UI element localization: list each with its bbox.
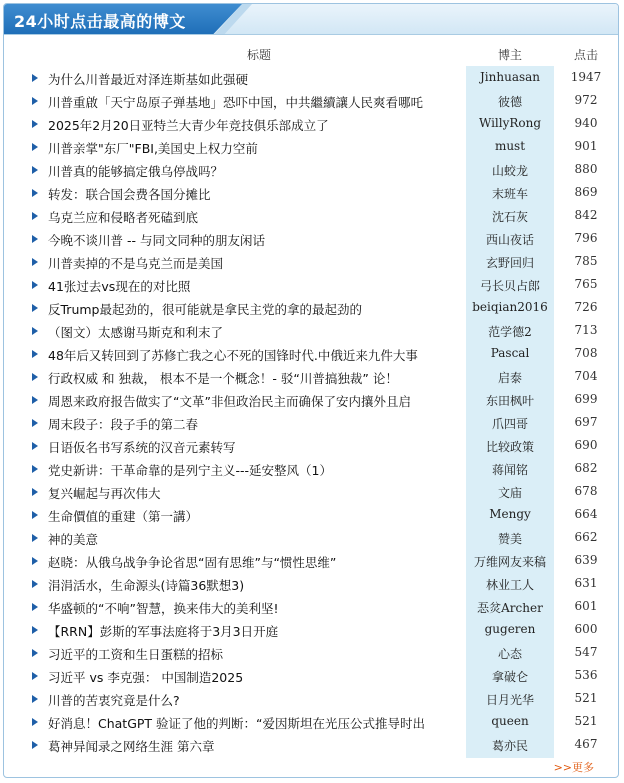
- table-row: [4, 273, 618, 296]
- click-count: 631: [574, 576, 598, 590]
- click-count: 600: [574, 622, 598, 636]
- author-link[interactable]: 日月光华: [485, 693, 534, 707]
- table-row: [4, 411, 618, 434]
- table-row: [4, 388, 618, 411]
- table-row: [4, 687, 618, 710]
- panel-title-bar: [4, 4, 618, 35]
- bullet-arrow-icon: [32, 465, 38, 473]
- author-link[interactable]: 范学德2: [488, 325, 532, 339]
- click-count: 869: [574, 185, 598, 199]
- table-row: [4, 296, 618, 319]
- author-link[interactable]: 沈石灰: [491, 210, 528, 224]
- post-list: [4, 66, 618, 756]
- panel-title: 24小时点击最高的博文: [14, 12, 186, 31]
- bullet-arrow-icon: [32, 304, 38, 312]
- author-link[interactable]: 东田枫叶: [485, 394, 534, 408]
- click-count: 880: [574, 162, 598, 176]
- post-title-link[interactable]: 神的美意: [48, 532, 99, 547]
- post-title-link[interactable]: 日语仮名书写系统的汉音元素转写: [48, 440, 236, 455]
- table-row: [4, 480, 618, 503]
- author-link[interactable]: WillyRong: [478, 116, 542, 130]
- click-count: 704: [574, 369, 598, 383]
- bullet-arrow-icon: [32, 258, 38, 266]
- author-link[interactable]: 赞美: [497, 532, 522, 546]
- top-posts-panel: [3, 3, 619, 778]
- click-count: 601: [574, 599, 598, 613]
- click-count: 726: [574, 300, 598, 314]
- author-link[interactable]: beiqian2016: [472, 300, 548, 314]
- table-row: [4, 434, 618, 457]
- click-count: 842: [574, 208, 598, 222]
- author-link[interactable]: 启泰: [497, 371, 522, 385]
- bullet-arrow-icon: [32, 649, 38, 657]
- click-count: 536: [574, 668, 598, 682]
- bullet-arrow-icon: [32, 143, 38, 151]
- bullet-arrow-icon: [32, 419, 38, 427]
- table-row: [4, 618, 618, 641]
- bullet-arrow-icon: [32, 741, 38, 749]
- bullet-arrow-icon: [32, 327, 38, 335]
- author-link[interactable]: 林业工人: [485, 578, 534, 592]
- click-count: 708: [574, 346, 598, 360]
- post-title-link[interactable]: 转发：联合国会费各国分摊比: [48, 187, 211, 202]
- table-row: [4, 733, 618, 756]
- author-link[interactable]: 葛亦民: [491, 739, 528, 753]
- click-count: 1947: [570, 70, 602, 84]
- click-count: 662: [574, 530, 598, 544]
- table-row: [4, 227, 618, 250]
- bullet-arrow-icon: [32, 189, 38, 197]
- post-title-link[interactable]: 习近平 vs 李克强： 中国制造2025: [48, 670, 244, 685]
- bullet-arrow-icon: [32, 281, 38, 289]
- post-title-link[interactable]: 涓涓活水，生命源头(诗篇36默想3): [48, 578, 245, 593]
- table-row: [4, 342, 618, 365]
- author-link[interactable]: 忢炃Archer: [477, 601, 543, 615]
- post-title-link[interactable]: 川普亲掌"东厂"FBI,美国史上权力空前: [48, 141, 258, 156]
- bullet-arrow-icon: [32, 626, 38, 634]
- author-link[interactable]: 西山夜话: [485, 233, 534, 247]
- table-row: [4, 112, 618, 135]
- table-row: [4, 641, 618, 664]
- bullet-arrow-icon: [32, 603, 38, 611]
- bullet-arrow-icon: [32, 120, 38, 128]
- post-title-link[interactable]: 党史新讲：干革命靠的是列宁主义---延安整风（1）: [48, 463, 332, 478]
- author-link[interactable]: 比较政策: [485, 440, 534, 454]
- click-count: 521: [574, 691, 598, 705]
- bullet-arrow-icon: [32, 672, 38, 680]
- post-title-link[interactable]: 赵晓：从俄乌战争争论省思“固有思维”与“惯性思维”: [48, 555, 337, 570]
- table-row: [4, 319, 618, 342]
- post-title-link[interactable]: 今晚不谈川普 -- 与同文同种的朋友闲话: [48, 233, 265, 248]
- bullet-arrow-icon: [32, 74, 38, 82]
- table-row: [4, 158, 618, 181]
- click-count: 521: [574, 714, 598, 728]
- table-row: [4, 204, 618, 227]
- click-count: 690: [574, 438, 598, 452]
- more-link[interactable]: >>更多: [553, 761, 594, 774]
- table-row: [4, 89, 618, 112]
- table-row: [4, 664, 618, 687]
- table-row: [4, 66, 618, 89]
- bullet-arrow-icon: [32, 212, 38, 220]
- table-row: [4, 181, 618, 204]
- click-count: 785: [574, 254, 598, 268]
- post-title-link[interactable]: 行政权威 和 独裁， 根本不是一个概念！- 驳“川普搞独裁” 论！: [48, 371, 398, 386]
- author-link[interactable]: gugeren: [484, 622, 536, 636]
- author-link[interactable]: 末班车: [491, 187, 528, 201]
- post-title-link[interactable]: 川普真的能够搞定俄乌停战吗？: [48, 164, 224, 179]
- post-title-link[interactable]: 周恩来政府报告做实了“文革”非但政治民主而确保了安内攘外且启: [48, 394, 411, 409]
- click-count: 682: [574, 461, 598, 475]
- post-title-link[interactable]: 反Trump最起劲的，很可能就是拿民主党的拿的最起劲的: [48, 302, 362, 317]
- post-title-link[interactable]: 葛神异闻录之网络生涯 第六章: [48, 739, 215, 754]
- table-row: [4, 457, 618, 480]
- table-row: [4, 572, 618, 595]
- click-count: 547: [574, 645, 598, 659]
- author-link[interactable]: 拿破仑: [491, 670, 528, 684]
- bullet-arrow-icon: [32, 373, 38, 381]
- author-link[interactable]: 山蛟龙: [491, 164, 528, 178]
- bullet-arrow-icon: [32, 442, 38, 450]
- post-title-link[interactable]: 为什么川普最近对泽连斯基如此强硬: [48, 72, 249, 87]
- bullet-arrow-icon: [32, 396, 38, 404]
- post-title-link[interactable]: 川普的苦衷究竟是什么?: [48, 693, 180, 708]
- table-row: [4, 503, 618, 526]
- table-row: [4, 710, 618, 733]
- bullet-arrow-icon: [32, 235, 38, 243]
- author-link[interactable]: 万维网友来稿: [473, 555, 546, 569]
- post-title-link[interactable]: 川普重啟「天宁岛原子弹基地」恐吓中国，中共繼續讓人民爽看哪吒: [48, 95, 424, 110]
- post-title-link[interactable]: 41张过去vs现在的对比照: [48, 279, 191, 294]
- post-title-link[interactable]: 48年后又转回到了苏修亡我之心不死的国锋时代.中俄近来九件大事: [48, 348, 418, 363]
- click-count: 664: [574, 507, 598, 521]
- click-count: 972: [574, 93, 598, 107]
- click-count: 765: [574, 277, 598, 291]
- bullet-arrow-icon: [32, 580, 38, 588]
- author-link[interactable]: 玄野回归: [485, 256, 534, 270]
- post-title-link[interactable]: 【RRN】彭斯的军事法庭将于3月3日开庭: [48, 624, 279, 639]
- bullet-arrow-icon: [32, 557, 38, 565]
- author-link[interactable]: Pascal: [490, 346, 530, 360]
- bullet-arrow-icon: [32, 511, 38, 519]
- click-count: 639: [574, 553, 598, 567]
- post-title-link[interactable]: （图文）太感谢马斯克和利末了: [48, 325, 224, 340]
- table-row: [4, 135, 618, 158]
- author-link[interactable]: 弓长贝占郎: [479, 279, 540, 293]
- post-title-link[interactable]: 华盛顿的“不响”智慧，换来伟大的美利坚!: [48, 601, 279, 616]
- table-row: [4, 526, 618, 549]
- bullet-arrow-icon: [32, 166, 38, 174]
- click-count: 467: [574, 737, 598, 751]
- click-count: 796: [574, 231, 598, 245]
- post-title-link[interactable]: 2025年2月20日亚特兰大青少年竞技俱乐部成立了: [48, 118, 329, 133]
- author-link[interactable]: Jinhuasan: [479, 70, 541, 84]
- table-row: [4, 250, 618, 273]
- click-count: 699: [574, 392, 598, 406]
- post-title-link[interactable]: 生命價值的重建（第一講）: [48, 509, 199, 524]
- bullet-arrow-icon: [32, 718, 38, 726]
- post-title-link[interactable]: 周末段子：段子手的第二春: [48, 417, 199, 432]
- author-link[interactable]: 彼德: [497, 95, 522, 109]
- author-link[interactable]: Mengy: [489, 507, 531, 521]
- header-title: 标题: [246, 48, 271, 62]
- click-count: 678: [574, 484, 598, 498]
- author-link[interactable]: 心态: [497, 647, 522, 661]
- header-author: 博主: [497, 48, 522, 62]
- header-clicks: 点击: [573, 48, 598, 62]
- click-count: 940: [574, 116, 598, 130]
- table-header: [4, 42, 618, 64]
- bullet-arrow-icon: [32, 488, 38, 496]
- bullet-arrow-icon: [32, 534, 38, 542]
- post-title-link[interactable]: 好消息！ChatGPT 验证了他的判断：“爱因斯坦在光压公式推导时出: [48, 716, 426, 731]
- click-count: 901: [574, 139, 598, 153]
- author-link[interactable]: 蒋闻铭: [491, 463, 528, 477]
- post-title-link[interactable]: 习近平的工资和生日蛋糕的招标: [48, 647, 224, 662]
- table-row: [4, 595, 618, 618]
- table-row: [4, 549, 618, 572]
- post-title-link[interactable]: 川普卖掉的不是乌克兰而是美国: [48, 256, 224, 271]
- bullet-arrow-icon: [32, 350, 38, 358]
- author-link[interactable]: 文庙: [497, 486, 522, 500]
- author-link[interactable]: must: [494, 139, 526, 153]
- table-row: [4, 365, 618, 388]
- bullet-arrow-icon: [32, 97, 38, 105]
- bullet-arrow-icon: [32, 695, 38, 703]
- click-count: 713: [574, 323, 598, 337]
- author-link[interactable]: 爪四哥: [491, 417, 528, 431]
- author-link[interactable]: queen: [491, 714, 529, 728]
- post-title-link[interactable]: 乌克兰应和侵略者死磕到底: [48, 210, 199, 225]
- post-title-link[interactable]: 复兴崛起与再次伟大: [48, 486, 161, 501]
- click-count: 697: [574, 415, 598, 429]
